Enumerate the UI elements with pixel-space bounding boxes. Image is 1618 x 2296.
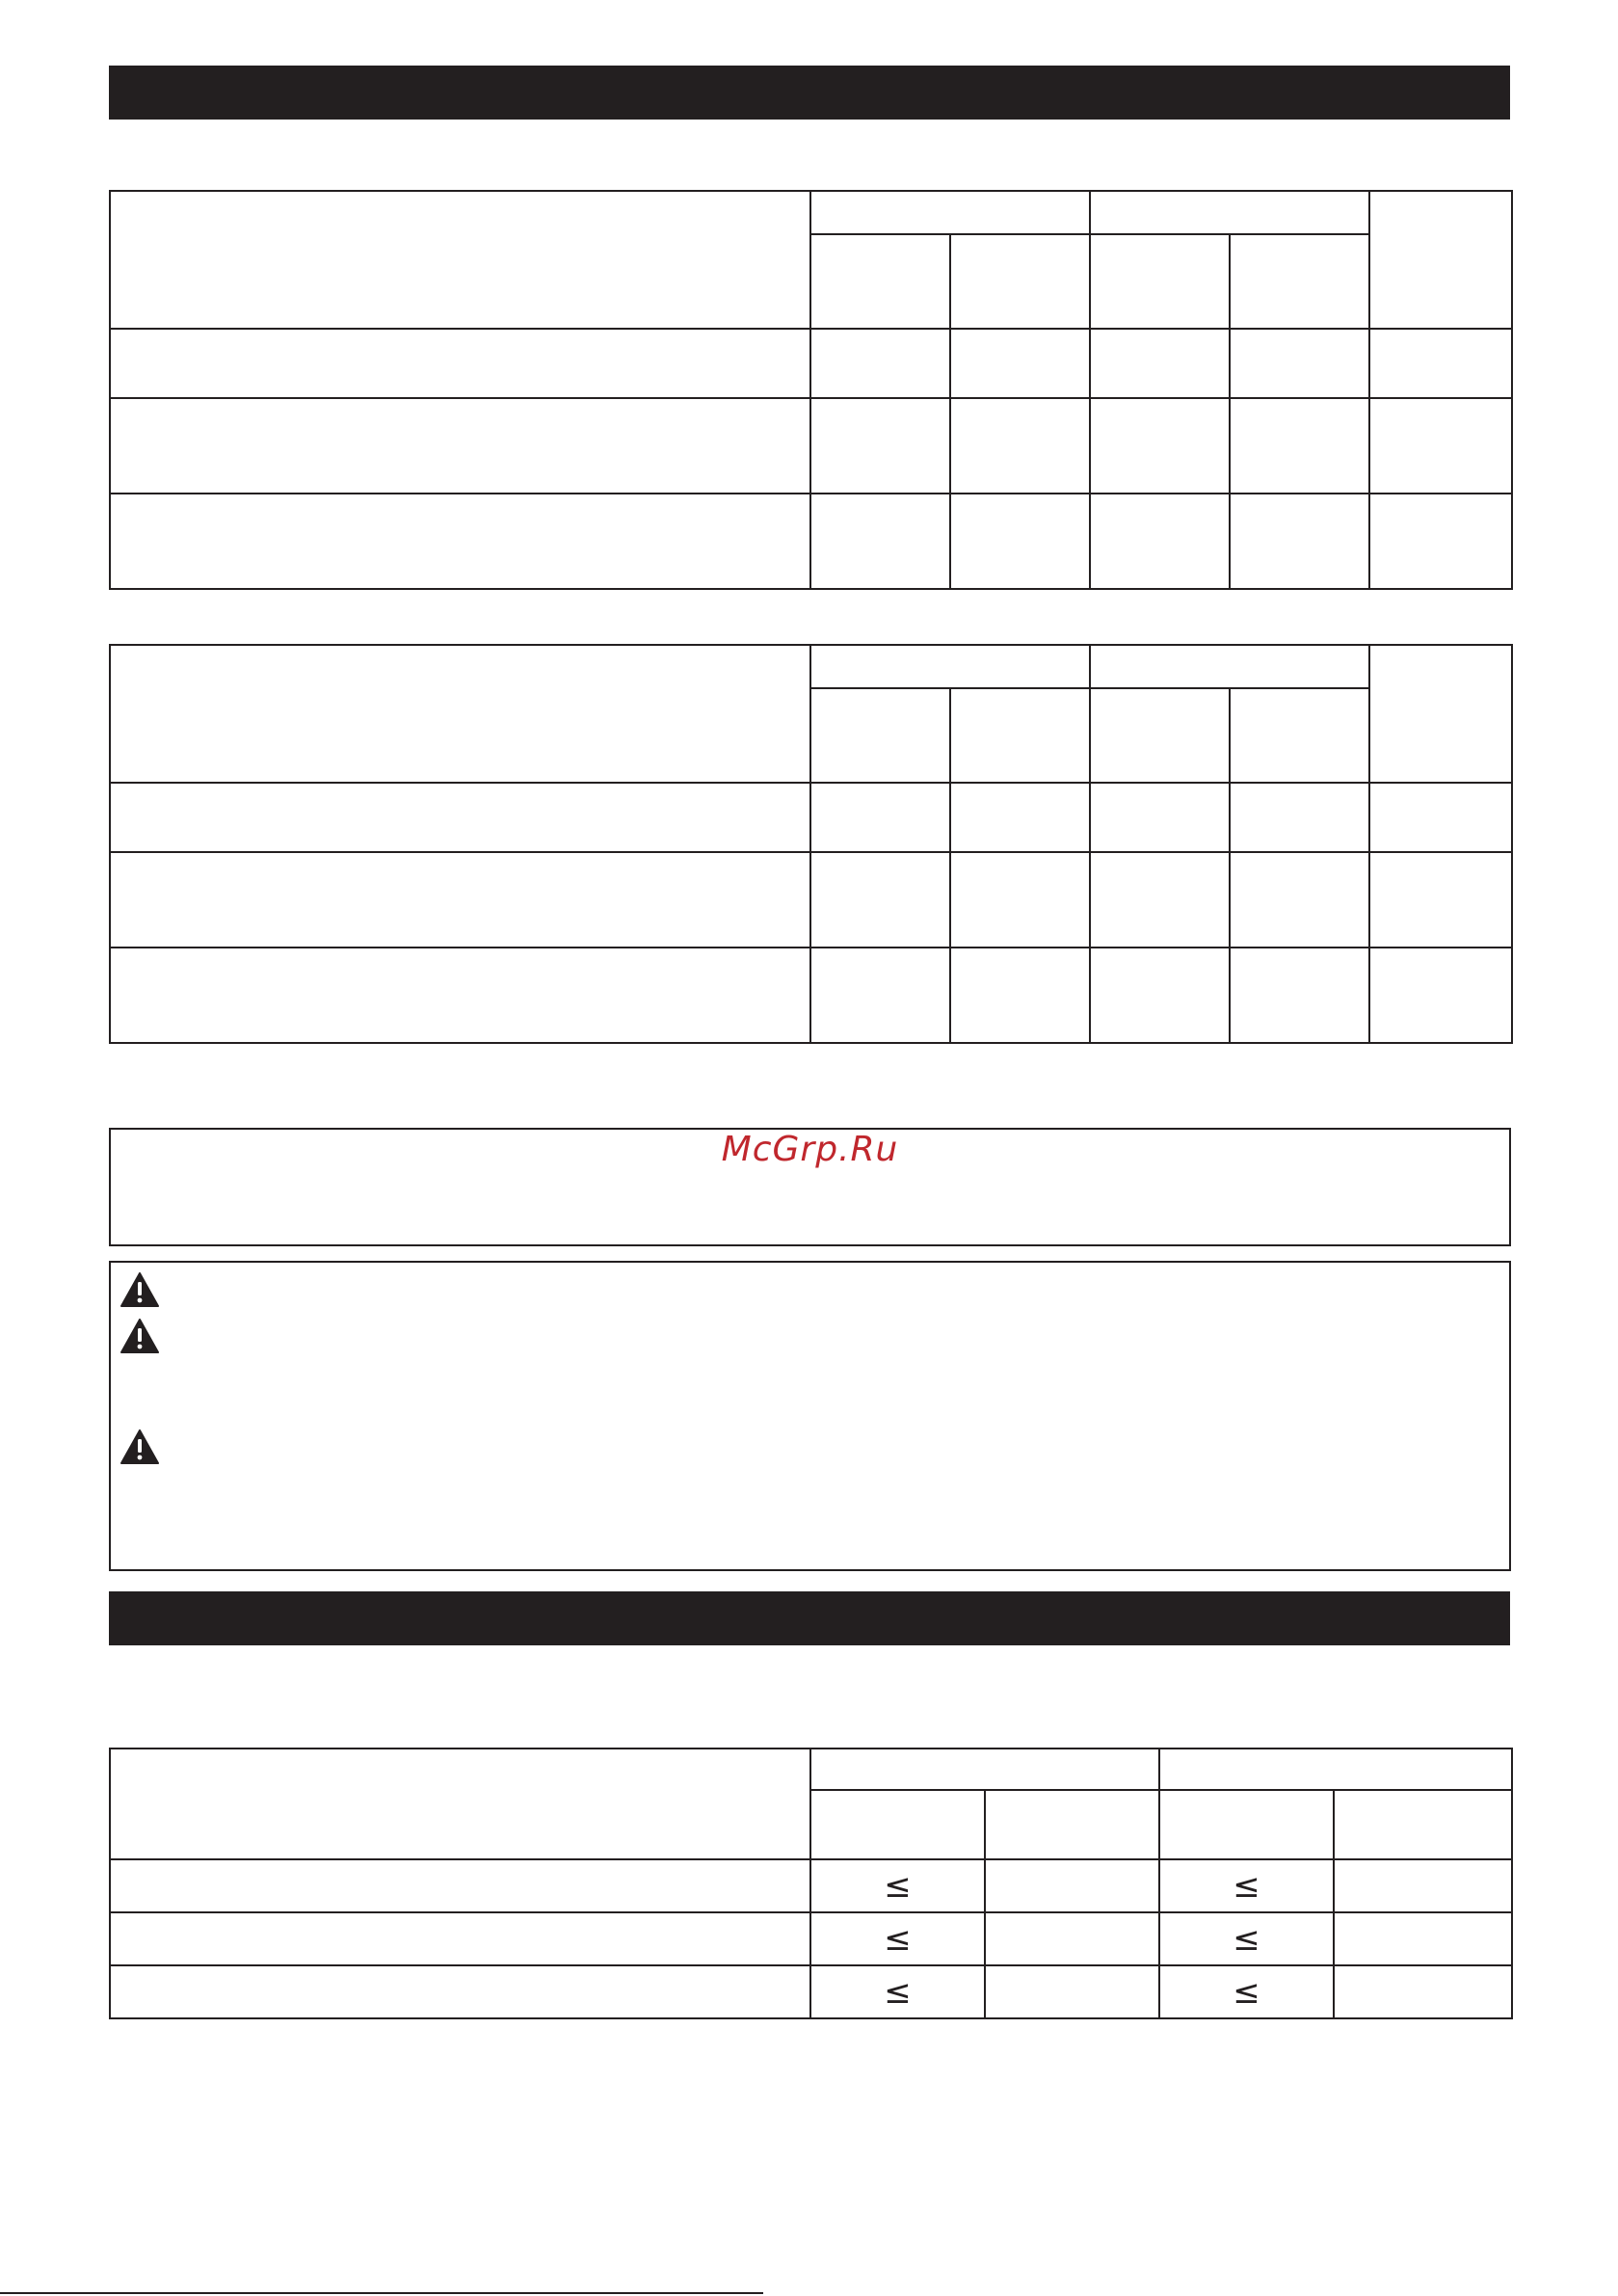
table-header-cell <box>110 645 810 783</box>
table-cell <box>1230 329 1369 398</box>
table-cell <box>810 783 950 852</box>
table-row <box>110 329 1512 398</box>
table-header-cell <box>810 1749 1159 1790</box>
table-cell <box>1230 494 1369 589</box>
table-cell <box>110 783 810 852</box>
table-header-cell <box>810 645 1090 688</box>
specs-table <box>109 190 1513 590</box>
table-cell <box>110 398 810 494</box>
table-cell <box>1230 783 1369 852</box>
section-header-bar <box>109 66 1510 120</box>
table-header-cell <box>950 234 1090 329</box>
table-cell <box>110 329 810 398</box>
table-header-cell <box>1090 645 1369 688</box>
table-header-cell <box>1159 1790 1334 1859</box>
table-cell <box>1090 398 1230 494</box>
table-header-cell <box>1230 688 1369 783</box>
table-cell <box>950 494 1090 589</box>
table-row <box>110 783 1512 852</box>
table-cell <box>1090 329 1230 398</box>
table-cell <box>1230 948 1369 1043</box>
table-header-cell <box>110 1749 810 1859</box>
table-header-cell <box>810 1790 985 1859</box>
table-cell: ≤ <box>1159 1912 1334 1965</box>
table-cell <box>1334 1859 1512 1912</box>
table-header-cell <box>950 688 1090 783</box>
table-cell: ≤ <box>810 1912 985 1965</box>
table-header-cell <box>1090 191 1369 234</box>
table-row <box>110 1965 1512 2018</box>
noise-table <box>109 1748 1513 2019</box>
table-cell <box>1230 852 1369 948</box>
table-cell <box>110 1965 810 2018</box>
table-cell <box>810 852 950 948</box>
note-box <box>109 1128 1511 1246</box>
table-cell <box>810 494 950 589</box>
table-header-cell <box>1090 234 1230 329</box>
table-row <box>110 398 1512 494</box>
warning-triangle-icon <box>120 1319 159 1353</box>
table-cell <box>810 948 950 1043</box>
section-header-bar <box>109 1591 1510 1645</box>
table-header-cell <box>1369 191 1512 329</box>
table-header-cell <box>810 191 1090 234</box>
table-cell <box>110 1912 810 1965</box>
table-cell <box>110 948 810 1043</box>
table-cell <box>950 948 1090 1043</box>
table-cell <box>1369 494 1512 589</box>
watermark: McGrp.Ru <box>721 1130 899 1169</box>
table-header-cell <box>985 1790 1159 1859</box>
warning-box <box>109 1261 1511 1571</box>
table-cell <box>810 398 950 494</box>
table-header-cell <box>1230 234 1369 329</box>
table-cell <box>985 1912 1159 1965</box>
table-cell <box>110 494 810 589</box>
table-cell <box>1369 398 1512 494</box>
table-cell <box>110 852 810 948</box>
table-header-cell <box>1090 688 1230 783</box>
table-row <box>110 1859 1512 1912</box>
table-cell <box>1369 329 1512 398</box>
table-cell <box>810 329 950 398</box>
table-cell <box>1369 783 1512 852</box>
table-header-cell <box>1334 1790 1512 1859</box>
table-cell: ≤ <box>1159 1859 1334 1912</box>
table-header-cell <box>810 234 950 329</box>
table-header-cell <box>1159 1749 1512 1790</box>
specs-table <box>109 644 1513 1044</box>
footer-rule <box>0 2292 763 2294</box>
table-cell <box>950 329 1090 398</box>
warning-triangle-icon <box>120 1272 159 1307</box>
table-cell <box>1090 783 1230 852</box>
table-cell <box>1334 1965 1512 2018</box>
table-row <box>110 948 1512 1043</box>
table-row <box>110 1912 1512 1965</box>
table-row <box>110 494 1512 589</box>
table-cell <box>950 852 1090 948</box>
table-cell <box>950 398 1090 494</box>
table-cell <box>1090 948 1230 1043</box>
table-cell <box>1090 494 1230 589</box>
table-cell <box>985 1859 1159 1912</box>
table-row <box>110 852 1512 948</box>
table-cell <box>950 783 1090 852</box>
table-cell: ≤ <box>810 1859 985 1912</box>
table-cell <box>1369 852 1512 948</box>
table-cell <box>1230 398 1369 494</box>
warning-triangle-icon <box>120 1429 159 1464</box>
table-header-cell <box>1369 645 1512 783</box>
table-cell <box>110 1859 810 1912</box>
table-cell <box>1369 948 1512 1043</box>
table-cell <box>985 1965 1159 2018</box>
table-cell <box>1090 852 1230 948</box>
table-cell <box>1334 1912 1512 1965</box>
table-cell: ≤ <box>810 1965 985 2018</box>
table-header-cell <box>810 688 950 783</box>
table-header-cell <box>110 191 810 329</box>
table-cell: ≤ <box>1159 1965 1334 2018</box>
